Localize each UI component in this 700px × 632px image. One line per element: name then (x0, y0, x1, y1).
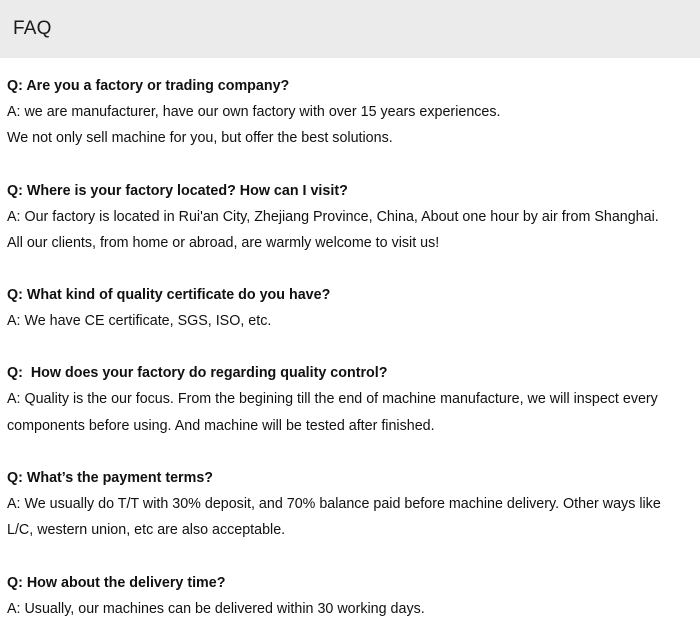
faq-answer-line: A: Usually, our machines can be delivered within 30 working days. (7, 600, 425, 617)
page-title: FAQ (13, 18, 52, 39)
faq-item-quality-certificate (7, 282, 700, 334)
faq-question: Q: What’s the payment terms? (7, 470, 214, 487)
faq-answer (7, 596, 700, 622)
faq-answer (7, 386, 700, 439)
faq-header (0, 0, 700, 58)
faq-question: Q: What kind of quality certificate do you have? (7, 287, 331, 304)
faq-item-quality-control (7, 360, 700, 439)
faq-question: Q: Where is your factory located? How can I visit? (7, 182, 348, 199)
faq-answer-line: We not only sell machine for you, but offer the best solutions. (7, 130, 393, 147)
faq-answer (7, 308, 700, 334)
faq-answer-line: A: we are manufacturer, have our own factory with over 15 years experiences. (7, 104, 501, 120)
faq-answer-line: All our clients, from home or abroad, are warmly welcome to visit us! (7, 234, 440, 251)
faq-question: Q: How about the delivery time? (7, 574, 226, 591)
faq-item-delivery-time (7, 570, 700, 622)
faq-answer-line: L/C, western union, etc are also acceptable. (7, 522, 286, 539)
faq-question: Q: How does your factory do regarding quality control? (7, 365, 388, 382)
faq-answer-line: A: Our factory is located in Rui'an City, Zhejiang Province, China, About one hour by air from Shanghai. (7, 208, 659, 225)
faq-answer (7, 99, 700, 152)
faq-item-factory-or-trading (7, 73, 700, 152)
faq-answer-line: A: We have CE certificate, SGS, ISO, etc. (7, 313, 272, 330)
faq-item-factory-location (7, 178, 700, 257)
faq-answer (7, 491, 700, 544)
faq-answer-line: components before using. And machine will be tested after finished. (7, 417, 435, 434)
faq-answer (7, 204, 700, 257)
faq-list (0, 58, 700, 622)
faq-item-payment-terms (7, 465, 700, 544)
faq-answer-line: A: We usually do T/T with 30% deposit, and 70% balance paid before machine delivery. Other ways like (7, 496, 661, 513)
faq-answer-line: A: Quality is the our focus. From the begining till the end of machine manufacture, we will inspect every (7, 391, 658, 408)
faq-question: Q: Are you a factory or trading company? (7, 78, 290, 94)
